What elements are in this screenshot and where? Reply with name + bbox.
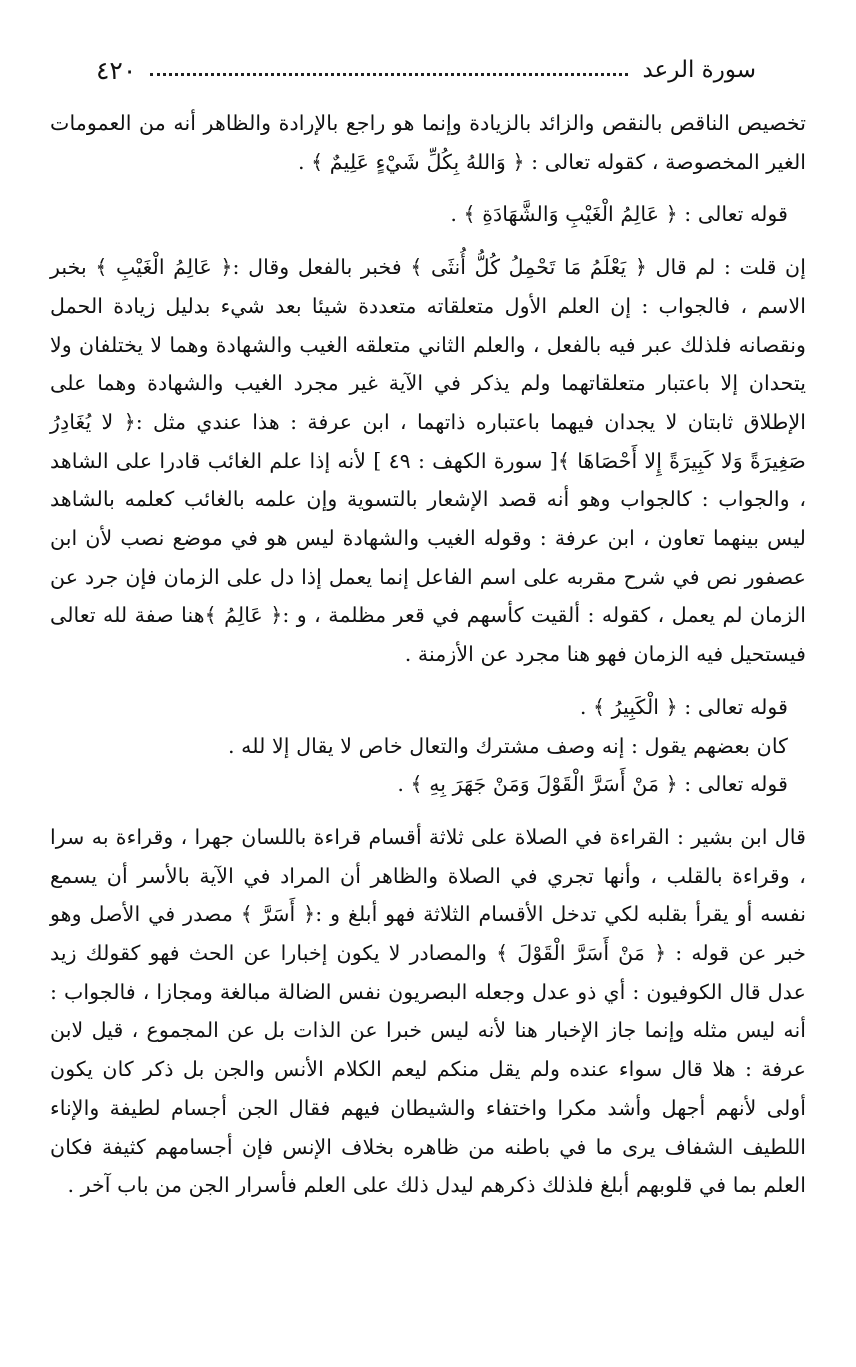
verse-heading: قوله تعالى : ﴿ الْكَبِيرُ ﴾ . xyxy=(579,694,788,719)
verse-heading: قوله تعالى : ﴿ مَنْ أَسَرَّ الْقَوْلَ وَمَنْ جَهَرَ بِهِ ﴾ . xyxy=(397,772,788,797)
page-number: ٤٢٠ xyxy=(96,55,137,85)
paragraph: تخصيص الناقص بالنقص والزائد بالزيادة وإنما هو راجع بالإرادة والظاهر أنه من العمومات الغير المخصوصة ، كقوله تعالى : ﴿ وَاللهُ بِكُلِّ شَيْءٍ عَلِيمٌ ﴾ . xyxy=(50,111,806,174)
verse-heading: قوله تعالى : ﴿ عَالِمُ الْغَيْبِ وَالشَّهَادَةِ ﴾ . xyxy=(450,202,788,227)
paragraph: قال ابن بشير : القراءة في الصلاة على ثلاثة أقسام قراءة باللسان جهرا ، وقراءة به سرا ، وقراءة بالقلب ، وأنها تجري في الصلاة والظاهر أن المراد في الآية بالأسر أن يسمع نفسه أو يقرأ بقلبه لكي تدخل الأقسام الثلاثة فهو أبلغ و :﴿ أَسَرَّ ﴾ مصدر في الأصل وهو خبر عن قوله : ﴿ مَنْ أَسَرَّ الْقَوْلَ ﴾ والمصادر لا يكون إخبارا عن الحث فهو كقولك زيد عدل قال الكوفيون : أي ذو عدل وجعله البصريون نفس الضالة مبالغة ومجازا ، فالجواب : أنه ليس مثله وإنما جاز الإخبار هنا لأنه ليس خبرا عن الذات بل عن المجموع ، قيل لابن عرفة : هلا قال سواء عنده ولم يقل منكم ليعم الكلام الأنس والجن بل ذكر كان يكون أولى لأنهم أجهل وأشد مكرا واختفاء والشيطان فيهم فقال الجن أجسام لطيفة والإناء اللطيف الشفاف يرى ما في باطنه من ظاهره بخلاف الإنس فإن أجسامهم كثيفة فكان العلم بما في قلوبهم أبلغ فلذلك ذكرهم ليدل ذلك على العلم فأسرار الجن من باب آخر . xyxy=(50,824,806,1198)
sura-title: سورة الرعد xyxy=(642,57,756,83)
page-body xyxy=(50,104,806,1205)
page-header xyxy=(96,52,756,88)
paragraph: إن قلت : لم قال ﴿ يَعْلَمُ مَا تَحْمِلُ كُلُّ أُنثَى ﴾ فخبر بالفعل وقال :﴿ عَالِمُ الْغَيْبِ ﴾ بخبر الاسم ، فالجواب : إن العلم الأول متعلقاته متعددة شيئا بعد شيء بدليل زيادة الحمل ونقصانه فلذلك عبر فيه بالفعل ، والعلم الثاني متعلقه الغيب والشهادة وهما لا يختلفان ولا يتحدان إلا باعتبار متعلقاتهما ولم يذكر في الآية غير مجرد الغيب والشهادة وهما على الإطلاق ثابتان لا يجدان فيهما باعتباره ذاتهما ، ابن عرفة : هذا عندي مثل :﴿ لا يُغَادِرُ صَغِيرَةً وَلا كَبِيرَةً إِلا أَحْصَاهَا ﴾[ سورة الكهف : ٤٩ ] لأنه إذا علم الغائب قادرا على الشاهد ، والجواب : كالجواب وهو أنه قصد الإشعار بالتسوية وإن علمه بالغائب كعلمه بالشاهد ليس بينهما تعاون ، ابن عرفة : وقوله الغيب والشهادة ليس هو في موضع نصب لأن ابن عصفور نص في شرح مقربه على اسم الفاعل إنما يعمل إذا دل على الزمان فإن جرد عن الزمان لم يعمل ، كقوله : ألقيت كأسهم في قعر مظلمة ، و :﴿ عَالِمُ ﴾هنا صفة لله تعالى فيستحيل فيه الزمان فهو هنا مجرد عن الأزمنة . xyxy=(50,255,806,667)
dotted-leader xyxy=(150,73,628,76)
paragraph: كان بعضهم يقول : إنه وصف مشترك والتعال خاص لا يقال إلا لله . xyxy=(228,733,788,758)
